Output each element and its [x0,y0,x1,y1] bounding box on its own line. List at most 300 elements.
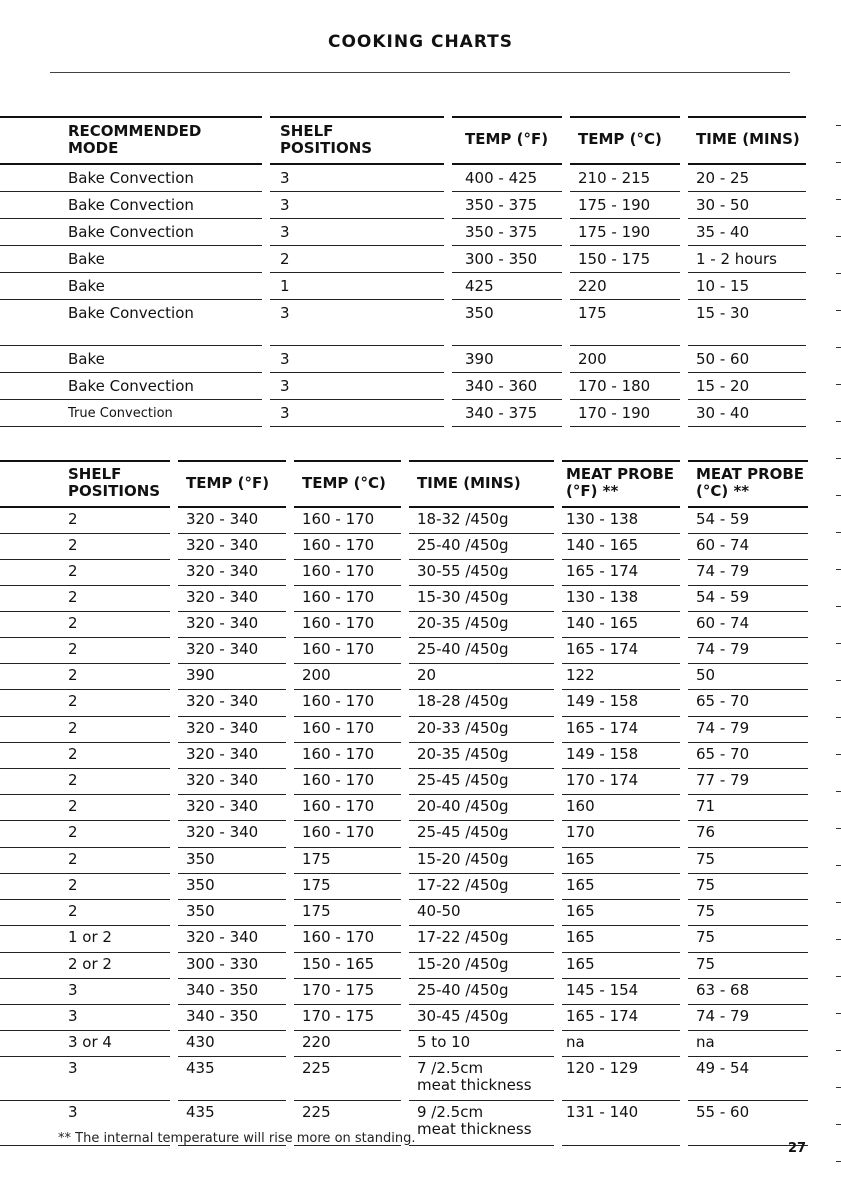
table-cell-text: 2 [68,719,78,737]
table-row [0,373,806,400]
column-gap [444,165,452,192]
table-cell-text: 55 - 60 [696,1103,750,1121]
table-cell [562,979,680,1005]
table-cell-text: 25-45 /450g [417,823,509,841]
table-cell [0,1005,170,1031]
table-row [0,717,808,743]
column-gap [262,219,270,246]
table-cell-text: 49 - 54 [696,1059,750,1077]
table-cell [409,560,554,586]
table-cell-text: 15-30 /450g [417,588,509,606]
column-gap [554,848,562,874]
table-cell [562,1031,680,1057]
table-row [0,690,808,717]
table-cell [562,926,680,953]
table-cell [688,848,808,874]
table-cell-text: 1 or 2 [68,928,112,946]
table-cell [0,560,170,586]
header-cell [409,460,554,508]
footnote: ** The internal temperature will rise more on standing. [58,1131,416,1146]
table-cell-text: Bake Convection [68,169,194,187]
column-gap [680,346,688,373]
column-gap [170,508,178,534]
column-gap [401,508,409,534]
table-cell [0,508,170,534]
table-cell [0,1031,170,1057]
table-cell-text: 160 - 170 [302,588,375,606]
table-cell-text: 145 - 154 [566,981,639,999]
table-cell-text: 350 [465,304,494,322]
edge-tick [836,865,841,866]
table-cell-text: 5 to 10 [417,1033,471,1051]
table-cell-text: 160 - 170 [302,640,375,658]
table-cell [688,219,806,246]
table-cell-text: 2 [68,510,78,528]
column-gap [286,743,294,769]
table-cell [409,586,554,612]
table-cell-text: 320 - 340 [186,562,259,580]
table-cell-text: 74 - 79 [696,1007,750,1025]
table-cell-text: 320 - 340 [186,771,259,789]
table-cell-text: 3 [68,1103,78,1121]
table-cell [562,743,680,769]
column-gap [554,743,562,769]
column-gap [286,769,294,795]
table-cell [562,1057,680,1101]
table-cell-text: 350 - 375 [465,196,538,214]
table-cell [0,586,170,612]
table-row [0,612,808,638]
edge-tick [836,902,841,903]
column-gap [401,769,409,795]
table-cell [409,638,554,664]
table-cell-text: 400 - 425 [465,169,538,187]
table-cell-text: 300 - 330 [186,955,259,973]
table-cell-text: 74 - 79 [696,719,750,737]
column-gap [680,1101,688,1146]
column-gap [286,1031,294,1057]
column-gap [401,795,409,821]
table-cell-text: 2 [68,536,78,554]
table-cell-text: 175 [302,850,331,868]
table-cell-text: 175 [302,902,331,920]
table-cell [0,1057,170,1101]
table-cell [270,246,444,273]
page-title: COOKING CHARTS [327,32,513,52]
column-gap [262,116,270,165]
table-cell [0,273,262,300]
table-row [0,743,808,769]
table-cell [178,560,286,586]
column-gap [286,508,294,534]
table-cell [178,795,286,821]
column-gap [680,874,688,900]
table-cell [0,900,170,926]
header-cell [178,460,286,508]
table-cell [0,690,170,717]
table-cell [270,165,444,192]
table-row [0,979,808,1005]
table-cell-text: 200 [302,666,331,684]
column-gap [680,460,688,508]
table-row [0,219,806,246]
table-cell-text: 320 - 340 [186,536,259,554]
table-cell [178,690,286,717]
table-row [0,769,808,795]
edge-tick [836,791,841,792]
header-cell-text: TIME (MINS) [417,473,521,492]
column-gap [262,373,270,400]
table-cell-text: 320 - 340 [186,823,259,841]
table-row [0,300,806,346]
table-cell [0,612,170,638]
table-cell-text: 435 [186,1103,215,1121]
table-cell-text: 75 [696,955,716,973]
header-cell-text: SHELF POSITIONS [68,465,161,500]
table-cell-text: 2 [68,562,78,580]
table-cell [178,1057,286,1101]
table-row [0,534,808,560]
table-cell-text: 25-40 /450g [417,536,509,554]
table-cell [178,638,286,664]
table-cell-text: 7 /2.5cm meat thickness [417,1059,532,1094]
table-cell-text: 350 [186,876,215,894]
table-cell-text: 74 - 79 [696,562,750,580]
table-cell [452,346,562,373]
header-cell-text: TEMP (°C) [302,473,386,492]
column-gap [680,664,688,690]
table-cell-text: 130 - 138 [566,510,639,528]
table-cell-text: 2 [68,823,78,841]
column-gap [680,400,688,427]
table-cell [688,373,806,400]
table-cell [0,373,262,400]
table-cell [688,638,808,664]
table-cell [0,874,170,900]
table-cell [409,743,554,769]
table-cell-text: na [696,1033,715,1051]
table-row [0,953,808,979]
column-gap [562,246,570,273]
table-cell [178,1031,286,1057]
table-cell [570,246,680,273]
table-cell [688,400,806,427]
table-cell-text: 3 [280,377,290,395]
table-cell-text: 20-35 /450g [417,614,509,632]
column-gap [401,638,409,664]
table-cell [562,953,680,979]
table-cell [688,953,808,979]
column-gap [286,848,294,874]
table-cell [409,664,554,690]
column-gap [554,979,562,1005]
column-gap [554,1005,562,1031]
header-cell-text: TIME (MINS) [696,130,800,148]
column-gap [170,690,178,717]
edge-tick [836,162,841,163]
table-cell [294,586,401,612]
table-cell-text: 2 [68,640,78,658]
table-row [0,165,806,192]
column-gap [680,273,688,300]
table-cell [570,219,680,246]
table-cell-text: 165 [566,955,595,973]
edge-tick [836,976,841,977]
table-cell [688,664,808,690]
table-cell-text: 130 - 138 [566,588,639,606]
table-cell-text: 160 - 170 [302,562,375,580]
header-cell-text: TEMP (°C) [578,130,662,148]
column-gap [554,508,562,534]
table-cell [409,717,554,743]
column-gap [554,534,562,560]
table-cell [409,690,554,717]
table-cell [562,769,680,795]
column-gap [170,821,178,848]
column-gap [262,273,270,300]
table-cell [270,400,444,427]
table-cell-text: 35 - 40 [696,223,750,241]
table-cell-text: 160 - 170 [302,771,375,789]
edge-tick [836,125,841,126]
table-cell [409,534,554,560]
table-cell-text: 160 - 170 [302,536,375,554]
table-cell [0,638,170,664]
column-gap [562,400,570,427]
edge-tick [836,606,841,607]
table-cell-text: 30 - 40 [696,404,750,422]
column-gap [170,795,178,821]
column-gap [680,717,688,743]
table-cell [294,743,401,769]
table-cell [688,300,806,346]
table-cell [0,534,170,560]
table-cell [570,400,680,427]
column-gap [680,743,688,769]
table-cell [570,300,680,346]
edge-tick [836,347,841,348]
column-gap [286,638,294,664]
table-cell-text: 75 [696,850,716,868]
table-cell [570,192,680,219]
table-cell [294,1031,401,1057]
table-cell-text: 350 [186,902,215,920]
table-cell [0,743,170,769]
table-cell [178,664,286,690]
table-cell-text: 2 [68,876,78,894]
table-cell-text: 149 - 158 [566,692,639,710]
table-cell-text: 165 - 174 [566,562,639,580]
table-cell-text: 20 [417,666,437,684]
column-gap [444,192,452,219]
column-gap [554,795,562,821]
edge-tick [836,717,841,718]
table-cell [570,273,680,300]
edge-tick [836,273,841,274]
table-cell-text: 170 - 180 [578,377,651,395]
column-gap [170,874,178,900]
column-gap [554,638,562,664]
table-cell [562,1101,680,1146]
table-cell [688,1005,808,1031]
column-gap [680,219,688,246]
column-gap [680,508,688,534]
column-gap [444,273,452,300]
table-cell-text: 2 [68,850,78,868]
column-gap [444,246,452,273]
table-cell-text: 165 [566,876,595,894]
table-cell [409,612,554,638]
column-gap [680,1005,688,1031]
table-cell-text: 76 [696,823,716,841]
header-cell [688,460,808,508]
table-cell [0,926,170,953]
table-2-header-row [0,460,808,508]
table-cell [562,1005,680,1031]
column-gap [680,165,688,192]
table-cell-text: 170 - 174 [566,771,639,789]
table-cell [0,769,170,795]
table-cell-text: 320 - 340 [186,510,259,528]
table-cell-text: 340 - 375 [465,404,538,422]
table-cell-text: 320 - 340 [186,745,259,763]
column-gap [170,979,178,1005]
column-gap [554,1101,562,1146]
table-cell [562,612,680,638]
table-cell-text: 170 - 190 [578,404,651,422]
table-cell [562,717,680,743]
column-gap [286,460,294,508]
table-cell [294,769,401,795]
edge-tick [836,1124,841,1125]
cooking-chart-table-2 [0,460,808,1146]
edge-tick [836,680,841,681]
table-cell [178,953,286,979]
column-gap [554,769,562,795]
table-cell-text: 60 - 74 [696,614,750,632]
column-gap [401,848,409,874]
table-cell [409,1031,554,1057]
column-gap [680,1057,688,1101]
column-gap [554,690,562,717]
table-row [0,1057,808,1101]
table-cell [562,664,680,690]
table-cell-text: 160 - 170 [302,510,375,528]
table-cell-text: 25-40 /450g [417,640,509,658]
column-gap [680,192,688,219]
table-cell [452,246,562,273]
table-cell-text: 131 - 140 [566,1103,639,1121]
table-cell-text: 2 [280,250,290,268]
table-cell [688,874,808,900]
column-gap [286,586,294,612]
table-cell [688,743,808,769]
table-cell [688,690,808,717]
column-gap [170,586,178,612]
table-cell-text: 15 - 30 [696,304,750,322]
table-cell [688,508,808,534]
table-cell [562,586,680,612]
table-cell [688,612,808,638]
edge-tick [836,1050,841,1051]
table-cell [562,874,680,900]
table-cell-text: 175 [302,876,331,894]
column-gap [286,1057,294,1101]
table-cell [294,953,401,979]
table-cell [688,717,808,743]
table-cell-text: 165 - 174 [566,1007,639,1025]
edge-tick [836,1161,841,1162]
table-cell-text: 350 - 375 [465,223,538,241]
column-gap [401,900,409,926]
table-cell-text: 2 [68,692,78,710]
table-cell-text: 18-28 /450g [417,692,509,710]
table-cell [294,664,401,690]
table-cell-text: 165 [566,902,595,920]
table-cell [178,743,286,769]
table-cell [0,953,170,979]
table-cell-text: 1 - 2 hours [696,250,777,268]
column-gap [286,926,294,953]
table-cell [688,769,808,795]
table-cell [178,534,286,560]
table-cell-text: 340 - 350 [186,981,259,999]
table-cell-text: 2 [68,666,78,684]
column-gap [554,460,562,508]
table-row [0,638,808,664]
column-gap [680,116,688,165]
column-gap [680,821,688,848]
table-cell [294,848,401,874]
header-cell [0,460,170,508]
table-cell-text: 320 - 340 [186,692,259,710]
table-row [0,273,806,300]
table-cell-text: 50 - 60 [696,350,750,368]
column-gap [286,1005,294,1031]
title-divider [50,72,790,73]
column-gap [562,165,570,192]
column-gap [680,612,688,638]
table-cell [688,979,808,1005]
column-gap [554,717,562,743]
table-row [0,795,808,821]
table-cell [294,900,401,926]
column-gap [286,979,294,1005]
table-cell [178,900,286,926]
table-cell [570,373,680,400]
table-cell [270,219,444,246]
table-cell-text: na [566,1033,585,1051]
table-cell [0,192,262,219]
column-gap [680,586,688,612]
table-cell-text: 122 [566,666,595,684]
table-cell [688,346,806,373]
table-cell [409,1057,554,1101]
table-cell-text: 350 [186,850,215,868]
table-cell [688,1031,808,1057]
column-gap [286,821,294,848]
column-gap [401,1005,409,1031]
table-cell-text: 18-32 /450g [417,510,509,528]
column-gap [554,821,562,848]
table-cell-text: 170 - 175 [302,1007,375,1025]
column-gap [680,900,688,926]
table-cell-text: 71 [696,797,716,815]
column-gap [401,612,409,638]
table-cell [178,1005,286,1031]
page-number: 27 [788,1141,807,1156]
table-cell-text: 200 [578,350,607,368]
